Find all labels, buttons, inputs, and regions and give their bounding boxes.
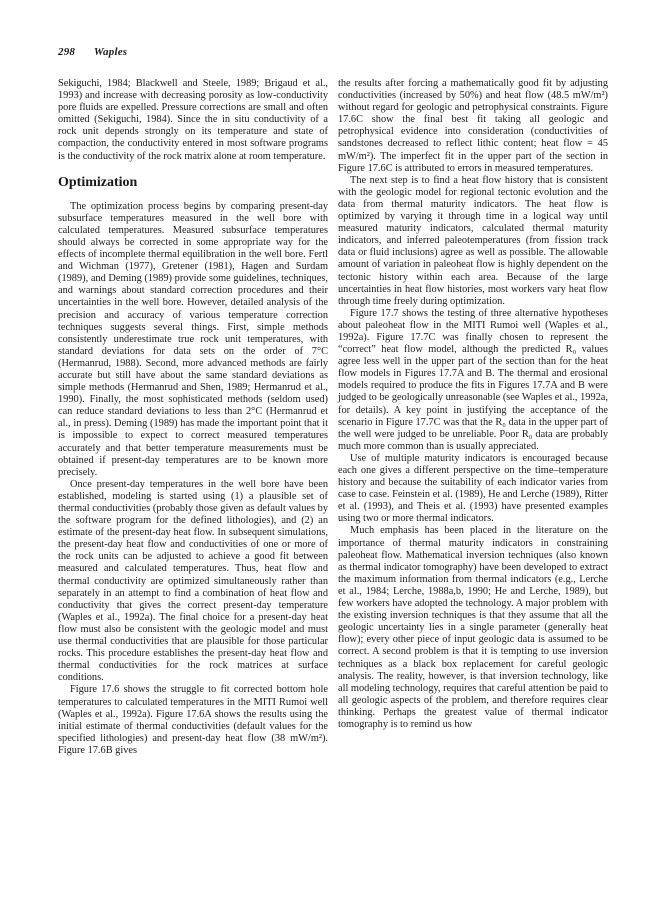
running-header [58, 46, 127, 58]
paragraph: the results after forcing a mathematically good fit by adjusting conductivities (increased by 50%) and heat flow (48.5 mW/m²) without regard for geologic and petrophysical constraints. Figure 17.6C show the final best fit taking all geologic and petrophysical evidence into consideration (conductivities of sandstones decreased to reflect lithic content; heat flow = 45 mW/m²). The imperfect fit in the upper part of the section in Figure 17.6C is attributed to errors in measured temperatures. [338, 78, 608, 174]
paragraph: Use of multiple maturity indicators is encouraged because each one gives a different perspective on the time–temperature history and because the suitability of each indicator varies from case to case. Feinstein et al. (1989), He and Lerche (1989), Ritter et al. (1993), and Theis et al. (1993) have presented examples using two or more thermal indicators. [338, 452, 608, 525]
paragraph: Much emphasis has been placed in the literature on the importance of thermal maturity indicators in constraining paleoheat flow. Mathematical inversion techniques (also known as thermal indicator tomography) have been developed to extract the maximum information from thermal indicators (e.g., Lerche et al., 1984; Lerche, 1988a,b, 1990; He and Lerche, 1989), but few workers have adopted the technology. A major problem with the existing inversion techniques is that they assume that all the geologic uncertainty lies in a single parameter (generally heat flow); every other piece of input geologic data is assumed to be correct. A second problem is that it is tempting to use inversion techniques as a black box replacement for careful geologic analysis. The reality, however, is that inversion technology, like all modeling technology, requires that careful attention be paid to all geologic aspects of the problem, and therefore requires clear thinking. Perhaps the greatest value of thermal indicator tomography is to remind us how [338, 525, 608, 730]
paragraph: Figure 17.7 shows the testing of three alternative hypotheses about paleoheat flow in the MITI Rumoi well (Waples et al., 1992a). Figure 17.7C was finally chosen to represent the “correct” heat flow model, although the predicted R₀ values agree less well in the upper part of the section than for the heat flow models in Figures 17.7A and B. The thermal and erosional models required to produce the fits in Figures 17.7A and B were judged to be geologically unreasonable (see Waples et al., 1992a, for details). A key point in justifying the acceptance of the scenario in Figure 17.7C was that the R₀ data in the upper part of the well were judged to be unreliable. Poor R₀ data are probably much more common than is usually appreciated. [338, 307, 608, 452]
left-column [58, 78, 328, 757]
paragraph: Sekiguchi, 1984; Blackwell and Steele, 1989; Brigaud et al., 1993) and increase with decreasing porosity as low-conductivity pore fluids are expelled. Pressure corrections are small and often omitted (Sekiguchi, 1984). Since the in situ conductivity of a rock unit depends strongly on its temperature and state of compaction, the conductivity entered in most software programs is the conductivity of the rock matrix alone at room temperature. [58, 78, 328, 162]
paragraph: Figure 17.6 shows the struggle to fit corrected bottom hole temperatures to calculated temperatures in the MITI Rumoi well (Waples et al., 1992a). Figure 17.6A shows the results using the initial estimate of thermal conductivities (default values for the specified lithologies) and present-day heat flow (38 mW/m²). Figure 17.6B gives [58, 684, 328, 756]
right-column [338, 78, 608, 731]
paragraph: Once present-day temperatures in the well bore have been established, modeling is started using (1) a plausible set of thermal conductivities (probably those given as default values by the software program for the defined lithologies), and (2) an estimate of the present-day heat flow. In subsequent simulations, the present-day heat flow and conductivities of one or more of the rock units can be adjusted to achieve a good fit between measured and calculated temperatures. Thus, heat flow and thermal conductivity are optimized simultaneously rather than separately in an attempt to find a combination of heat flow and conductivity that gives the correct present-day temperature (Waples et al., 1992a). The final choice for a present-day heat flow must also be consistent with the geologic model and must use thermal conductivities that are plausible for those particular rocks. This procedure establishes the present-day heat flow and thermal conductivities for the rock matrices at surface conditions. [58, 478, 328, 684]
running-title: Waples [93, 46, 128, 58]
paragraph: The optimization process begins by comparing present-day subsurface temperatures measured in the well bore with calculated temperatures. Measured subsurface temperatures should always be corrected in some appropriate way for the effects of incomplete thermal equilibration in the well bore. Fertl and Wichman (1977), Gretener (1981), Hagen and Surdam (1989), and Deming (1989) provide some guidelines, techniques, and warnings about standard correction procedures and their uncertainties in the well bore. However, detailed analysis of the precision and accuracy of various temperature correction techniques suggests several things. First, simple methods consistently underestimate true rock unit temperatures, with standard deviations for data sets on the order of 7°C (Hermanrud, 1988). Second, more advanced methods are fairly accurate but still have about the same standard deviations as simple methods (Hermanrud and Shen, 1989; Hermanrud et al., 1990). Finally, the most sophisticated methods (seldom used) can reduce standard deviations to less than 2°C (Hermanrud et al., in press). Deming (1989) has made the important point that it is impossible to expect to correct measured temperatures accurately and that better temperature measurements must be obtained if present-day temperatures are to be known more precisely. [58, 200, 328, 478]
page-number: 298 [58, 46, 76, 58]
paragraph: The next step is to find a heat flow history that is consistent with the geologic model for regional tectonic evolution and the data from thermal maturity indicators. The heat flow is optimized by varying it through time in a logical way until measured maturity indicators, calculated thermal maturity indicators, and inferred paleotemperatures (from fission track data or fluid inclusions) agree as well as possible. The allowable amount of variation in paleoheat flow is highly dependent on the tectonic history within each area. Because of the large uncertainties in heat flow histories, most workers vary heat flow through time freely during optimization. [338, 174, 608, 307]
section-heading: Optimization [58, 174, 138, 190]
